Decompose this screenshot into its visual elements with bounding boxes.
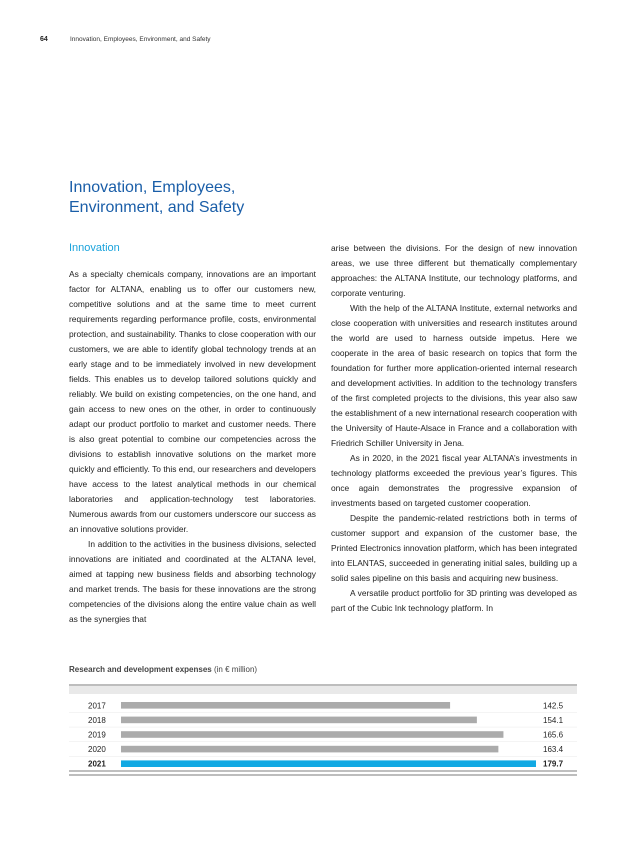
chart-value-label: 154.1	[543, 715, 564, 725]
chart-value-label: 163.4	[543, 745, 564, 755]
paragraph: Despite the pandemic-related restrictions both in terms of customer support and expansion of the customer base, the Printed Electronics innovation platform, which has been integrated into ELANTAS, succeeded in generating initial sales, building up a solid sales pipeline on this basis and acquiring new business.	[331, 513, 577, 583]
right-text-column	[331, 241, 577, 616]
page-number: 64	[40, 36, 48, 43]
chart-bar-2020	[121, 746, 498, 753]
chart-category-label: 2021	[88, 759, 106, 769]
paragraph: With the help of the ALTANA Institute, external networks and close cooperation with universities and research institutes around the world are used to harness outside impetus. Here we cooperate in the area of basic research on topics that form the foundation for further more application-oriented internal research and development activities. In addition to the technology transfers of the first completed projects to the divisions, this year also saw the establishment of a new international research cooperation with the University of Haute-Alsace in France and a collaboration with Friedrich Schiller University in Jena.	[331, 303, 577, 448]
chart-bar-2018	[121, 717, 477, 724]
chart-category-label: 2018	[88, 715, 106, 725]
chapter-title: Innovation, Employees, Environment, and Safety	[69, 179, 245, 216]
paragraph: As in 2020, in the 2021 fiscal year ALTANA’s investments in technology platforms exceeded the previous year’s figures. This once again demonstrates the progressive expansion of investments based on targeted customer cooperation.	[331, 453, 577, 508]
rd-expenses-bar-chart	[69, 694, 577, 772]
section-heading-innovation: Innovation	[69, 242, 120, 254]
paragraph: As a specialty chemicals company, innovations are an important factor for ALTANA, enabling us to offer our customers new, competitive solutions and at the same time to meet current requirements regarding performance profile, costs, environmental protection, and sustainability. Thanks to close cooperation with our customers, we are able to identify global technology trends at an early stage and to be immediately involved in new development fields. This enables us to develop tailored solutions quickly and reliably. We build on existing competencies, on the one hand, and gain access to new ones on the other, in order to continuously adapt our product portfolio to market and customer needs. There is also great potential to combine our competencies across the divisions to establish innovative solutions on the market more quickly and efficiently. To this end, our researchers and developers have access to the latest analytical methods in our chemical laboratories and application-technology test laboratories. Numerous awards from our customers underscore our success as an innovative solutions provider.	[69, 269, 316, 534]
chart-value-label: 142.5	[543, 701, 564, 711]
running-title: Innovation, Employees, Environment, and Safety	[70, 36, 211, 43]
chart-title: Research and development expenses	[69, 665, 212, 674]
chart-value-label: 165.6	[543, 730, 564, 740]
chart-unit: (in € million)	[213, 665, 258, 674]
chart-category-label: 2020	[88, 745, 106, 755]
chart-category-label: 2017	[88, 701, 106, 711]
chart-bar-2017	[121, 702, 450, 709]
chart-value-label: 179.7	[543, 759, 564, 769]
left-text-column	[69, 267, 316, 627]
chart-caption	[69, 665, 257, 674]
chart-category-label: 2019	[88, 730, 106, 740]
chart-bar-2019	[121, 731, 503, 738]
paragraph: A versatile product portfolio for 3D printing was developed as part of the Cubic Ink technology platform. In	[331, 588, 577, 613]
paragraph: arise between the divisions. For the design of new innovation areas, we use three different but thematically complementary approaches: the ALTANA Institute, our technology platforms, and corporate venturing.	[331, 243, 577, 298]
chart-bar-2021	[121, 760, 536, 767]
paragraph: In addition to the activities in the business divisions, selected innovations are initiated and coordinated at the ALTANA level, aimed at tapping new business fields and absorbing technology and market trends. The basis for these innovations are the strong competencies of the divisions along the entire value chain as well as the synergies that	[69, 539, 316, 624]
